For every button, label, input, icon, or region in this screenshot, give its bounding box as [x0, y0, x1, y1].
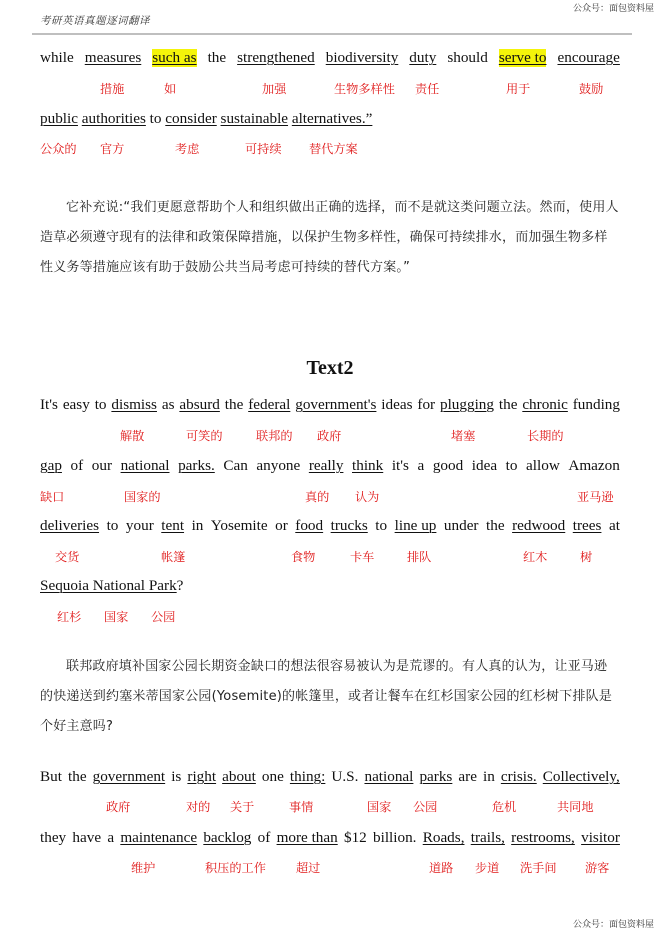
chinese-translation: 联邦政府填补国家公园长期资金缺口的想法很容易被认为是荒谬的。有人真的认为，让亚马逊的快递送到约塞米蒂国家公园(Yosemite)的帐篷里，或者让餐车在红杉国家公园的红杉树下排队是个好主意吗?: [40, 659, 613, 734]
word: the: [224, 396, 244, 413]
gloss: 替代方案: [309, 142, 358, 156]
english-line: [40, 49, 620, 67]
vocab-word: plugging: [439, 396, 494, 413]
gloss: 真的: [305, 490, 330, 504]
word: is: [171, 768, 182, 785]
vocab-word: trucks: [330, 517, 368, 534]
vocab-word: about: [222, 768, 256, 785]
word: of: [70, 457, 84, 474]
header-divider: [32, 33, 632, 35]
gloss: 国家: [104, 610, 129, 624]
gloss: 国家: [367, 800, 392, 814]
word: to: [106, 517, 119, 534]
gloss: 解散: [120, 429, 145, 443]
vocab-word: parks: [419, 768, 453, 785]
vocab-word: government's: [295, 396, 377, 413]
english-line: [40, 396, 620, 414]
vocab-word: strengthened: [237, 49, 315, 66]
vocab-word: restrooms,: [511, 829, 575, 846]
word: allow: [526, 457, 560, 474]
vocab-word: parks.: [178, 457, 215, 474]
gloss: 游客: [585, 861, 610, 875]
word: to: [375, 517, 388, 534]
gloss: 公众的: [40, 142, 77, 156]
vocab-word: alternatives.”: [291, 110, 373, 127]
word: U.S.: [331, 768, 359, 785]
vocab-word: absurd: [179, 396, 220, 413]
gloss: 联邦的: [256, 429, 293, 443]
vocab-word: trees: [572, 517, 602, 534]
vocab-word: biodiversity: [325, 49, 399, 66]
gloss: 措施: [100, 82, 125, 96]
gloss: 可笑的: [186, 429, 223, 443]
vocab-word: deliveries: [40, 517, 100, 534]
word: the: [486, 517, 505, 534]
word: $12: [343, 829, 367, 846]
word: under: [443, 517, 479, 534]
vocab-word: national: [120, 457, 170, 474]
vocab-word: national: [364, 768, 414, 785]
gloss: 生物多样性: [334, 82, 395, 96]
word: have: [72, 829, 102, 846]
word: are: [458, 768, 477, 785]
vocab-word: redwood: [512, 517, 566, 534]
word: Yosemite: [210, 517, 268, 534]
gloss: 堵塞: [451, 429, 476, 443]
vocab-word: think: [352, 457, 384, 474]
gloss: 红杉: [57, 610, 82, 624]
vocab-word: dismiss: [111, 396, 157, 413]
gloss: 公园: [413, 800, 438, 814]
vocab-word: Roads,: [422, 829, 465, 846]
word: they: [40, 829, 67, 846]
word: the: [68, 768, 87, 785]
word: the: [498, 396, 518, 413]
word: ?: [176, 577, 184, 594]
word: to: [505, 457, 518, 474]
word: Amazon: [568, 457, 620, 474]
word: to: [94, 396, 107, 413]
vocab-word: federal: [248, 396, 291, 413]
gloss: 道路: [429, 861, 454, 875]
english-line: [40, 457, 620, 475]
vocab-word: backlog: [203, 829, 252, 846]
gloss: 食物: [291, 550, 316, 564]
gloss: 可持续: [245, 142, 282, 156]
page-header-title: 考研英语真题逐词翻译: [40, 15, 150, 27]
vocab-word: duty: [409, 49, 437, 66]
word: while: [40, 49, 74, 66]
vocab-word: authorities: [81, 110, 146, 127]
gloss: 鼓励: [579, 82, 604, 96]
word: in: [482, 768, 495, 785]
vocab-word: consider: [165, 110, 217, 127]
gloss: 长期的: [527, 429, 564, 443]
highlighted-phrase: serve to: [498, 49, 547, 66]
gloss: 共同地: [557, 800, 594, 814]
gloss: 对的: [186, 800, 211, 814]
word: a: [107, 829, 115, 846]
word: it's: [391, 457, 409, 474]
word: But: [40, 768, 62, 785]
word: of: [257, 829, 271, 846]
gloss: 维护: [131, 861, 156, 875]
gloss: 如: [164, 82, 177, 96]
word: idea: [471, 457, 498, 474]
vocab-word: line up: [394, 517, 437, 534]
word: should: [447, 49, 488, 66]
gloss: 洗手间: [520, 861, 557, 875]
word: funding: [572, 396, 620, 413]
gloss: 红木: [523, 550, 548, 564]
gloss: 超过: [296, 861, 321, 875]
gloss: 危机: [492, 800, 517, 814]
word: your: [125, 517, 154, 534]
watermark-bottom: 公众号：面包资料屋: [572, 920, 654, 930]
vocab-word: really: [308, 457, 344, 474]
word: the: [207, 49, 227, 66]
word: for: [417, 396, 436, 413]
vocab-word: measures: [84, 49, 142, 66]
english-line: [40, 829, 620, 847]
word: or: [275, 517, 288, 534]
gloss: 事情: [289, 800, 314, 814]
gloss: 公园: [151, 610, 176, 624]
gloss: 缺口: [40, 490, 65, 504]
word: a: [417, 457, 425, 474]
watermark-top: 公众号：面包资料屋: [572, 4, 654, 14]
vocab-word: maintenance: [120, 829, 198, 846]
word: at: [608, 517, 620, 534]
gloss: 用于: [506, 82, 531, 96]
vocab-word: visitor: [581, 829, 620, 846]
vocab-word: Collectively,: [542, 768, 620, 785]
word: It's: [40, 396, 58, 413]
vocab-word: encourage: [557, 49, 620, 66]
chinese-translation: 它补充说:“我们更愿意帮助个人和组织做出正确的选择，而不是就这类问题立法。然而，使用人造草必须遵守现有的法律和政策保障措施，以保护生物多样性，确保可持续排水，而加强生物多样性义务等措施应该有助于鼓励公共当局考虑可持续的替代方案。”: [40, 200, 619, 275]
english-line: [40, 110, 620, 128]
vocab-word: government: [92, 768, 166, 785]
vocab-word: Sequoia National Park: [40, 577, 177, 594]
word: our: [91, 457, 112, 474]
highlighted-phrase: such as: [152, 49, 197, 66]
gloss: 考虑: [175, 142, 200, 156]
word: Can: [223, 457, 248, 474]
word: ideas: [381, 396, 413, 413]
word: billion.: [373, 829, 417, 846]
vocab-word: trails,: [470, 829, 505, 846]
word: good: [432, 457, 464, 474]
vocab-word: more than: [276, 829, 338, 846]
gloss: 政府: [317, 429, 342, 443]
vocab-word: sustainable: [220, 110, 289, 127]
gloss: 政府: [106, 800, 131, 814]
word: in: [191, 517, 204, 534]
vocab-word: tent: [161, 517, 185, 534]
gloss: 帐篷: [161, 550, 186, 564]
gloss: 步道: [475, 861, 500, 875]
word: easy: [62, 396, 90, 413]
gloss: 加强: [262, 82, 287, 96]
word: to: [149, 110, 162, 127]
gloss: 国家的: [124, 490, 161, 504]
vocab-word: right: [187, 768, 217, 785]
word: one: [261, 768, 284, 785]
word: as: [161, 396, 175, 413]
vocab-word: chronic: [522, 396, 568, 413]
vocab-word: gap: [40, 457, 62, 474]
english-line: [40, 768, 620, 786]
section-title: Text2: [306, 357, 354, 379]
gloss: 卡车: [350, 550, 375, 564]
english-line: [40, 517, 620, 535]
word: anyone: [256, 457, 301, 474]
vocab-word: thing:: [289, 768, 326, 785]
vocab-word: public: [40, 110, 78, 127]
gloss: 关于: [230, 800, 255, 814]
gloss: 亚马逊: [577, 490, 614, 504]
vocab-word: crisis.: [500, 768, 537, 785]
gloss: 树: [580, 550, 593, 564]
english-line: [40, 577, 620, 595]
gloss: 积压的工作: [205, 861, 266, 875]
gloss: 认为: [355, 490, 380, 504]
gloss: 排队: [407, 550, 432, 564]
gloss: 官方: [100, 142, 125, 156]
gloss: 交货: [55, 550, 80, 564]
vocab-word: food: [295, 517, 324, 534]
gloss: 责任: [415, 82, 440, 96]
